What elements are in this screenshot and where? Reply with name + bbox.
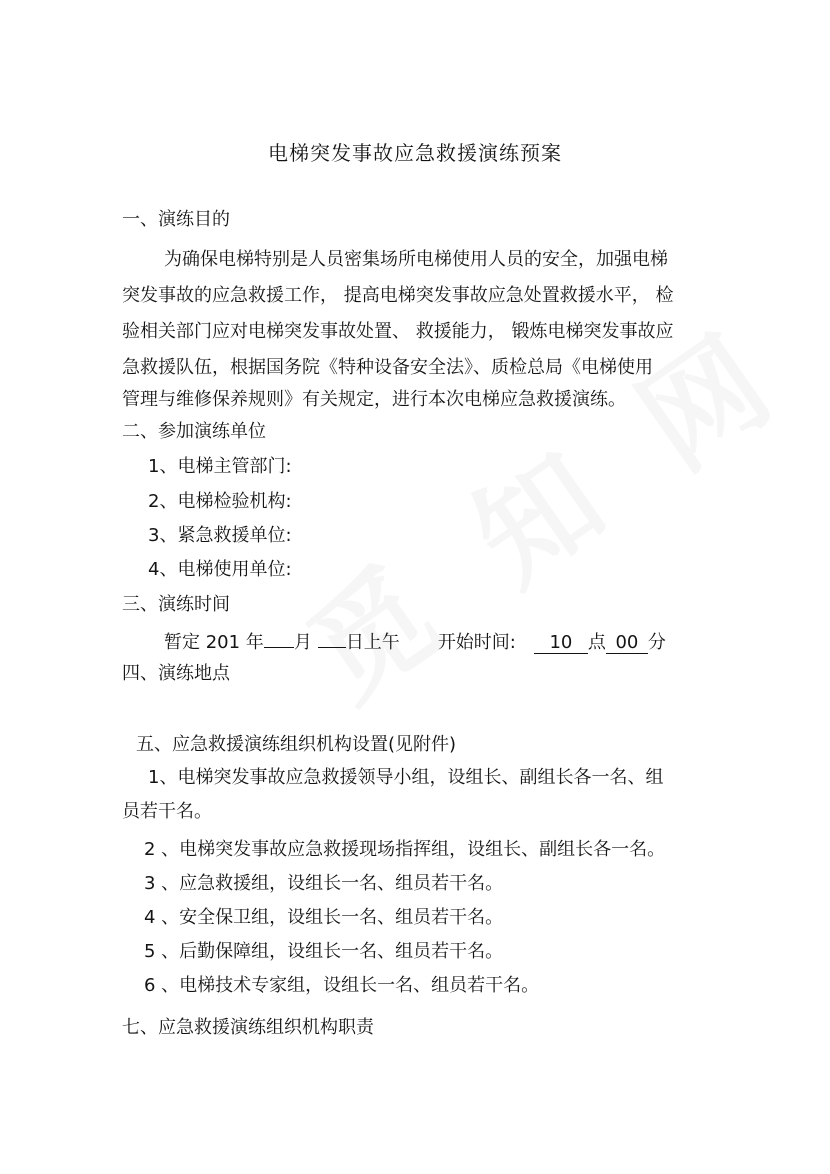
section-1-para-line: 验相关部门应对电梯突发事故处置、 救援能力， 锻炼电梯突发事故应 xyxy=(122,321,674,342)
section-7-heading: 七、应急救援演练组织机构职责 xyxy=(122,1017,374,1038)
participant-item: 3、紧急救援单位: xyxy=(148,525,292,546)
org-item: 2 、电梯突发事故应急救援现场指挥组，设组长、副组长各一名。 xyxy=(144,839,666,860)
hour-value: 10 xyxy=(534,633,588,654)
org-item: 6 、电梯技术专家组，设组长一名、组员若干名。 xyxy=(144,975,540,996)
start-time-label: 开始时间: xyxy=(437,632,516,653)
section-1-para-line: 突发事故的应急救援工作， 提高电梯突发事故应急处置救援水平， 检 xyxy=(122,285,674,306)
section-5-heading: 五、应急救援演练组织机构设置(见附件) xyxy=(136,734,457,755)
participant-item: 1、电梯主管部门: xyxy=(148,456,292,477)
org-item: 5 、后勤保障组，设组长一名、组员若干名。 xyxy=(144,941,504,962)
section-1-heading: 一、演练目的 xyxy=(122,209,230,230)
section-4-heading: 四、演练地点 xyxy=(122,663,230,684)
participant-item: 4、电梯使用单位: xyxy=(148,559,292,580)
org-item: 1、电梯突发事故应急救援领导小组，设组长、副组长各一名、组 xyxy=(148,767,664,788)
day-blank xyxy=(318,627,346,648)
month-label: 月 xyxy=(293,632,312,653)
watermark xyxy=(270,280,814,733)
day-label: 日上午 xyxy=(345,632,400,653)
org-item: 4 、安全保卫组，设组长一名、组员若干名。 xyxy=(144,907,504,928)
section-3-heading: 三、演练时间 xyxy=(122,594,230,615)
hour-label: 点 xyxy=(587,632,606,653)
section-1-para-line: 急救援队伍，根据国务院《特种设备安全法》、质检总局《电梯使用 xyxy=(122,357,653,378)
drill-time-line xyxy=(164,627,666,655)
participant-item: 2、电梯检验机构: xyxy=(148,491,292,512)
month-blank xyxy=(264,627,294,648)
minute-label: 分 xyxy=(647,632,666,653)
document-title: 电梯突发事故应急救援演练预案 xyxy=(268,141,562,165)
org-item: 员若干名。 xyxy=(122,801,212,822)
org-item: 3 、应急救援组，设组长一名、组员若干名。 xyxy=(144,873,504,894)
year-prefix: 暂定 201 年 xyxy=(164,632,264,653)
section-1-para-line: 管理与维修保养规则》有关规定，进行本次电梯应急救援演练。 xyxy=(122,389,626,410)
section-1-para-line: 为确保电梯特别是人员密集场所电梯使用人员的安全，加强电梯 xyxy=(164,249,668,270)
section-2-heading: 二、参加演练单位 xyxy=(122,421,266,442)
minute-value: 00 xyxy=(606,633,648,654)
